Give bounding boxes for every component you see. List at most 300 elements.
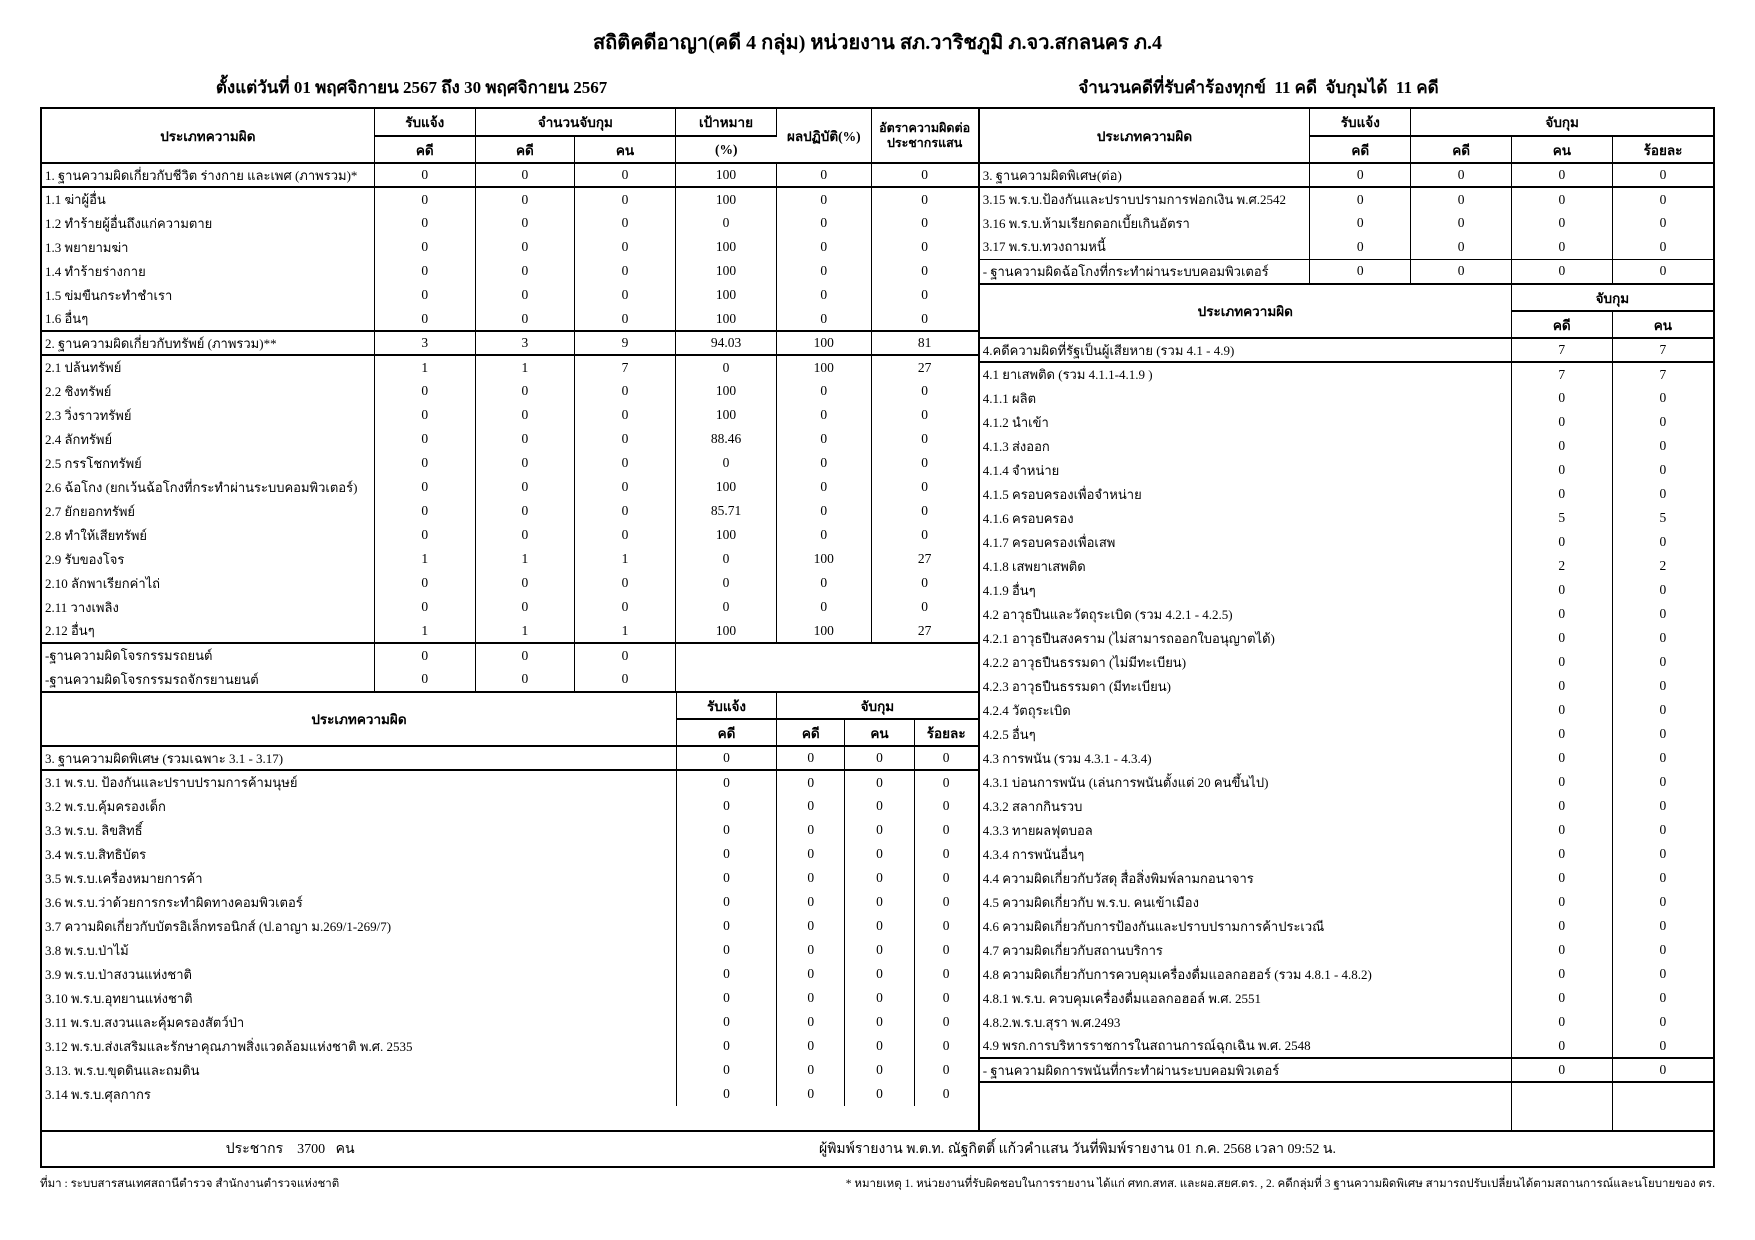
offense-label-cell: 3.2 พ.ร.บ.คุ้มครองเด็ก [42,794,676,818]
value-cell: 0 [374,427,475,451]
value-cell: 0 [1659,534,1667,549]
value-cell: 0 [374,571,475,595]
value-cell: 27 [917,551,932,566]
offense-label-cell: 1.2 ทำร้ายผู้อื่นถึงแก่ความตาย [42,211,374,235]
offense-label-cell: 4.1.7 ครอบครองเพื่อเสพ [980,530,1512,554]
offense-label-cell: - ฐานความผิดการพนันที่กระทำผ่านระบบคอมพิวเตอร์ [980,1058,1512,1082]
value-cell: 0 [921,287,929,302]
offense-label-cell: 3.9 พ.ร.บ.ป่าสงวนแห่งชาติ [42,962,676,986]
table-row [42,667,978,691]
table-row [42,547,978,571]
value-cell: 0 [845,746,914,770]
col-performance: ผลปฏิบัติ(%) [777,109,872,163]
value-cell: 0 [777,595,872,619]
col-arrest: จับกุม [777,692,978,719]
value-cell: 0 [777,986,845,1010]
table-row [42,1010,978,1034]
offense-label-cell: 3.13. พ.ร.บ.ขุดดินและถมดิน [42,1058,676,1082]
value-cell: 0 [777,794,845,818]
value-cell: 0 [1659,870,1667,885]
offense-label-cell: 4.3.4 การพนันอื่นๆ [980,842,1512,866]
value-cell: 0 [676,866,776,890]
col-persons: คน [574,136,675,163]
table-row [42,866,978,890]
value-cell: 0 [574,451,675,475]
value-cell: 100 [777,331,872,355]
value-cell: 100 [675,619,776,643]
table-row [42,619,978,643]
value-cell: 0 [475,523,574,547]
offense-label-cell: 3.11 พ.ร.บ.สงวนและคุ้มครองสัตว์ป่า [42,1010,676,1034]
offense-label-cell: 2.10 ลักพาเรียกค่าไถ่ [42,571,374,595]
col-cases: คดี [676,719,776,746]
value-cell: 0 [921,263,929,278]
value-cell: 0 [1659,1014,1667,1029]
table-row [42,1058,978,1082]
value-cell: 1 [374,547,475,571]
value-cell: 0 [1659,966,1667,981]
value-cell: 0 [475,403,574,427]
table-row [980,674,1713,698]
value-cell: 0 [1511,187,1612,211]
population-text: ประชากร 3700 คน [225,1142,355,1157]
offense-label-cell: 4.1 ยาเสพติด (รวม 4.1.1-4.1.9 ) [980,362,1512,386]
value-cell: 81 [871,331,978,355]
value-cell: 0 [921,239,929,254]
offense-label-cell: 4.1.2 นำเข้า [980,410,1512,434]
table-row [42,331,978,355]
col-cases: คดี [475,136,574,163]
offense-label-cell: 2.9 รับของโจร [42,547,374,571]
table-row [980,1034,1713,1058]
value-cell: 0 [1659,654,1667,669]
value-cell: 0 [1511,626,1612,650]
value-cell: 0 [676,914,776,938]
col-arrest: จับกุม [1411,109,1713,136]
value-cell: 0 [1659,215,1667,230]
table-row [42,1082,978,1106]
value-cell: 0 [475,163,574,187]
value-cell: 0 [574,595,675,619]
value-cell: 0 [1659,798,1667,813]
value-cell: 7 [1511,338,1612,362]
table-row [980,938,1713,962]
table-row [42,355,978,379]
value-cell: 0 [676,962,776,986]
offense-label-cell: 1.5 ข่มขืนกระทำชำเรา [42,283,374,307]
left-table-column [42,109,978,1130]
offense-label-cell: 2.1 ปล้นทรัพย์ [42,355,374,379]
value-cell: 0 [374,403,475,427]
offense-label-cell: 3. ฐานความผิดพิเศษ(ต่อ) [980,163,1310,187]
table-row [980,794,1713,818]
offense-label-cell: 4.1.6 ครอบครอง [980,506,1512,530]
value-cell: 0 [777,523,872,547]
table-row [980,506,1713,530]
value-cell: 0 [777,746,845,770]
value-cell [1511,1082,1612,1130]
right-table-column [978,109,1713,1130]
offense-label-cell: 4.4 ความผิดเกี่ยวกับวัสดุ สื่อสิ่งพิมพ์ลามกอนาจาร [980,866,1512,890]
col-offense-type: ประเภทความผิด [980,284,1512,338]
value-cell: 0 [1411,163,1511,187]
col-target: เป้าหมาย [675,109,776,136]
value-cell: 7 [574,355,675,379]
value-cell: 0 [942,966,950,981]
table-row [42,211,978,235]
value-cell: 0 [1511,163,1612,187]
table-row [42,475,978,499]
value-cell: 100 [675,523,776,547]
value-cell: 0 [845,1058,914,1082]
col-reported: รับแจ้ง [1310,109,1411,136]
table-row [42,163,978,187]
value-cell: 100 [675,163,776,187]
value-cell: 0 [475,379,574,403]
value-cell: 0 [374,475,475,499]
table-body-special-right [980,163,1713,283]
table-body-state-victim [980,338,1713,1130]
offense-label-cell: 3.17 พ.ร.บ.ทวงถามหนี้ [980,235,1310,259]
empty-cell [675,667,977,691]
printed-by-text: ผู้พิมพ์รายงาน พ.ต.ท. ณัฐกิตติ์ แก้วคำแสน วันที่พิมพ์รายงาน 01 ก.ค. 2568 เวลา 09:52 น. [819,1142,1336,1157]
value-cell: 0 [777,163,872,187]
value-cell: 0 [921,479,929,494]
value-cell: 2 [1659,558,1667,573]
table-row [42,451,978,475]
value-cell: 0 [777,962,845,986]
value-cell: 0 [942,1086,950,1101]
value-cell: 0 [475,427,574,451]
table-row [980,362,1713,386]
value-cell: 0 [676,1010,776,1034]
offense-label-cell: -ฐานความผิดโจรกรรมรถยนต์ [42,643,374,667]
col-offense-type: ประเภทความผิด [42,109,374,163]
value-cell: 0 [574,163,675,187]
value-cell: 0 [1511,746,1612,770]
value-cell: 0 [574,211,675,235]
value-cell: 100 [675,307,776,331]
value-cell: 0 [675,451,776,475]
value-cell: 0 [1310,211,1411,235]
col-offense-type: ประเภทความผิด [980,109,1310,163]
col-cases: คดี [1511,311,1612,338]
value-cell: 0 [475,307,574,331]
value-cell: 0 [676,770,776,794]
value-cell: 0 [1659,582,1667,597]
table-row [980,986,1713,1010]
value-cell: 0 [374,523,475,547]
table-row [980,530,1713,554]
table-row [42,1034,978,1058]
value-cell: 1 [475,355,574,379]
value-cell: 0 [1511,259,1612,283]
value-cell: 0 [942,918,950,933]
offense-label-cell: 4.คดีความผิดที่รัฐเป็นผู้เสียหาย (รวม 4.1 - 4.9) [980,338,1512,362]
value-cell: 0 [777,890,845,914]
value-cell: 0 [1613,259,1713,283]
value-cell: 0 [1411,259,1511,283]
table-row [980,458,1713,482]
value-cell: 0 [374,451,475,475]
value-cell [1612,1082,1713,1130]
offense-label-cell: 4.8 ความผิดเกี่ยวกับการควบคุมเครื่องดื่มแอลกอฮอร์ (รวม 4.8.1 - 4.8.2) [980,962,1512,986]
value-cell: 0 [374,379,475,403]
offense-label-cell: 2.5 กรรโชกทรัพย์ [42,451,374,475]
table-row [980,1058,1713,1082]
table-header [980,284,1713,338]
value-cell: 0 [1511,434,1612,458]
value-cell: 0 [1659,678,1667,693]
value-cell: 0 [921,191,929,207]
value-cell: 1 [574,619,675,643]
value-cell: 0 [676,794,776,818]
value-cell: 0 [845,962,914,986]
col-persons: คน [1612,311,1713,338]
value-cell: 0 [1659,462,1667,477]
offense-label-cell: 4.2.1 อาวุธปืนสงคราม (ไม่สามารถออกใบอนุญาตได้) [980,626,1512,650]
offense-label-cell: 3.4 พ.ร.บ.สิทธิบัตร [42,842,676,866]
value-cell: 0 [1659,390,1667,405]
value-cell: 0 [1511,386,1612,410]
empty-cell [675,643,977,667]
offense-label-cell: 4.3.3 ทายผลฟุตบอล [980,818,1512,842]
value-cell: 0 [1511,938,1612,962]
table-row [980,626,1713,650]
value-cell: 0 [921,310,929,326]
value-cell: 0 [777,866,845,890]
value-cell: 0 [942,1062,950,1077]
value-cell: 0 [1511,235,1612,259]
value-cell: 0 [475,571,574,595]
col-rate-per-100k [871,109,978,163]
value-cell: 0 [676,1034,776,1058]
value-cell: 0 [675,571,776,595]
col-cases: คดี [1310,136,1411,163]
value-cell: 0 [475,595,574,619]
value-cell: 0 [1310,187,1411,211]
offense-label-cell: 4.6 ความผิดเกี่ยวกับการป้องกันและปราบปรามการค้าประเวณี [980,914,1512,938]
table-row [42,746,978,770]
table-row [42,571,978,595]
value-cell: 0 [777,307,872,331]
table-row [42,770,978,794]
value-cell: 1 [374,355,475,379]
value-cell: 0 [921,383,929,398]
value-cell: 0 [777,235,872,259]
value-cell: 100 [777,355,872,379]
value-cell: 0 [777,1034,845,1058]
value-cell: 0 [1511,722,1612,746]
value-cell: 0 [942,942,950,957]
table-row [42,962,978,986]
value-cell: 0 [845,818,914,842]
offense-label-cell: 4.2.2 อาวุธปืนธรรมดา (ไม่มีทะเบียน) [980,650,1512,674]
case-summary-text: จำนวนคดีที่รับคำร้องทุกข์ 11 คดี จับกุมได้ 11 คดี [1078,78,1439,97]
value-cell: 3 [374,331,475,355]
value-cell: 0 [1511,890,1612,914]
offense-label-cell: 3. ฐานความผิดพิเศษ (รวมเฉพาะ 3.1 - 3.17) [42,746,676,770]
offense-label-cell [980,1082,1512,1130]
value-cell: 0 [574,307,675,331]
value-cell: 0 [942,798,950,813]
table-header [980,109,1713,163]
value-cell: 0 [942,894,950,909]
offense-label-cell: 3.5 พ.ร.บ.เครื่องหมายการค้า [42,866,676,890]
value-cell: 0 [777,379,872,403]
table-row [980,187,1713,211]
value-cell: 0 [914,746,978,770]
value-cell: 0 [1511,1034,1612,1058]
statistics-table-frame [40,107,1715,1168]
value-cell: 0 [574,571,675,595]
value-cell: 0 [675,211,776,235]
value-cell: 100 [675,259,776,283]
value-cell: 0 [1511,578,1612,602]
value-cell: 5 [1511,506,1612,530]
table-row [980,338,1713,362]
value-cell: 0 [921,599,929,614]
value-cell: 0 [921,527,929,542]
offense-label-cell: 4.3.1 บ่อนการพนัน (เล่นการพนันตั้งแต่ 20 คนขึ้นไป) [980,770,1512,794]
value-cell: 0 [777,283,872,307]
value-cell: 0 [1511,458,1612,482]
offense-label-cell: 3.10 พ.ร.บ.อุทยานแห่งชาติ [42,986,676,1010]
table-row [42,523,978,547]
offense-label-cell: 3.6 พ.ร.บ.ว่าด้วยการกระทำผิดทางคอมพิวเตอร์ [42,890,676,914]
table-row [42,499,978,523]
value-cell: 0 [676,890,776,914]
value-cell: 0 [1659,750,1667,765]
offense-table-special-right [980,109,1713,283]
value-cell: 0 [574,427,675,451]
value-cell: 0 [777,938,845,962]
value-cell: 0 [574,259,675,283]
value-cell: 0 [1511,674,1612,698]
table-row [980,866,1713,890]
table-row [980,211,1713,235]
rate-label-line2: ประชากรแสน [886,135,963,150]
value-cell: 88.46 [675,427,776,451]
value-cell: 1 [374,619,475,643]
table-row [980,914,1713,938]
value-cell: 0 [374,595,475,619]
value-cell: 0 [777,259,872,283]
table-body-life-property [42,163,978,691]
col-persons: คน [1511,136,1612,163]
value-cell: 0 [574,643,675,667]
table-row [42,187,978,211]
col-reported: รับแจ้ง [374,109,475,136]
value-cell: 0 [777,1058,845,1082]
value-cell: 0 [574,379,675,403]
offense-label-cell: 4.5 ความผิดเกี่ยวกับ พ.ร.บ. คนเข้าเมือง [980,890,1512,914]
value-cell: 0 [374,499,475,523]
value-cell: 0 [1511,914,1612,938]
value-cell: 100 [675,235,776,259]
offense-table-special-left [42,691,978,1106]
table-row [980,434,1713,458]
value-cell: 0 [942,990,950,1005]
table-footer-row [42,1130,1713,1166]
table-row [42,818,978,842]
value-cell: 1 [475,619,574,643]
value-cell: 0 [921,575,929,590]
table-row [980,386,1713,410]
value-cell: 0 [1659,726,1667,741]
table-row [42,595,978,619]
offense-label-cell: 3.8 พ.ร.บ.ป่าไม้ [42,938,676,962]
value-cell: 0 [374,187,475,211]
table-row [980,962,1713,986]
offense-label-cell: 2.12 อื่นๆ [42,619,374,643]
value-cell: 0 [475,283,574,307]
value-cell: 0 [1511,650,1612,674]
value-cell: 0 [475,451,574,475]
value-cell: 0 [1411,235,1511,259]
value-cell: 1 [475,547,574,571]
value-cell: 0 [574,523,675,547]
value-cell: 0 [1511,794,1612,818]
value-cell: 0 [845,842,914,866]
value-cell: 0 [777,571,872,595]
value-cell: 0 [845,794,914,818]
value-cell: 100 [777,547,872,571]
offense-label-cell: 1.6 อื่นๆ [42,307,374,331]
value-cell: 0 [574,187,675,211]
offense-label-cell: 3.14 พ.ร.บ.ศุลกากร [42,1082,676,1106]
value-cell: 0 [1511,962,1612,986]
value-cell: 0 [942,846,950,861]
value-cell: 0 [777,427,872,451]
table-row [980,235,1713,259]
offense-label-cell: 4.7 ความผิดเกี่ยวกับสถานบริการ [980,938,1512,962]
value-cell: 100 [675,403,776,427]
offense-label-cell: 3.15 พ.ร.บ.ป้องกันและปราบปรามการฟอกเงิน พ.ศ.2542 [980,187,1310,211]
offense-label-cell: 4.2.3 อาวุธปืนธรรมดา (มีทะเบียน) [980,674,1512,698]
value-cell: 0 [777,187,872,211]
col-cases: คดี [374,136,475,163]
value-cell: 0 [475,187,574,211]
offense-label-cell: 3.3 พ.ร.บ. ลิขสิทธิ์ [42,818,676,842]
value-cell: 0 [845,1034,914,1058]
offense-label-cell: 4.8.2.พ.ร.บ.สุรา พ.ศ.2493 [980,1010,1512,1034]
value-cell: 0 [676,986,776,1010]
col-arrest: จับกุม [1511,284,1713,311]
value-cell: 0 [475,211,574,235]
value-cell: 0 [675,595,776,619]
offense-label-cell: 4.3.2 สลากกินรวบ [980,794,1512,818]
value-cell: 2 [1511,554,1612,578]
value-cell: 0 [1310,163,1411,187]
offense-label-cell: 2.7 ยักยอกทรัพย์ [42,499,374,523]
value-cell: 0 [942,1014,950,1029]
value-cell: 27 [917,622,932,638]
offense-label-cell: -ฐานความผิดโจรกรรมรถจักรยานยนต์ [42,667,374,691]
offense-label-cell: 2.11 วางเพลิง [42,595,374,619]
col-offense-type: ประเภทความผิด [42,692,676,746]
value-cell: 0 [475,235,574,259]
value-cell: 0 [1511,698,1612,722]
value-cell: 0 [1511,482,1612,506]
value-cell: 0 [942,774,950,790]
value-cell: 0 [1511,986,1612,1010]
value-cell: 0 [845,866,914,890]
value-cell: 0 [845,914,914,938]
value-cell: 0 [374,163,475,187]
value-cell: 0 [1659,822,1667,837]
value-cell: 0 [1659,774,1667,789]
